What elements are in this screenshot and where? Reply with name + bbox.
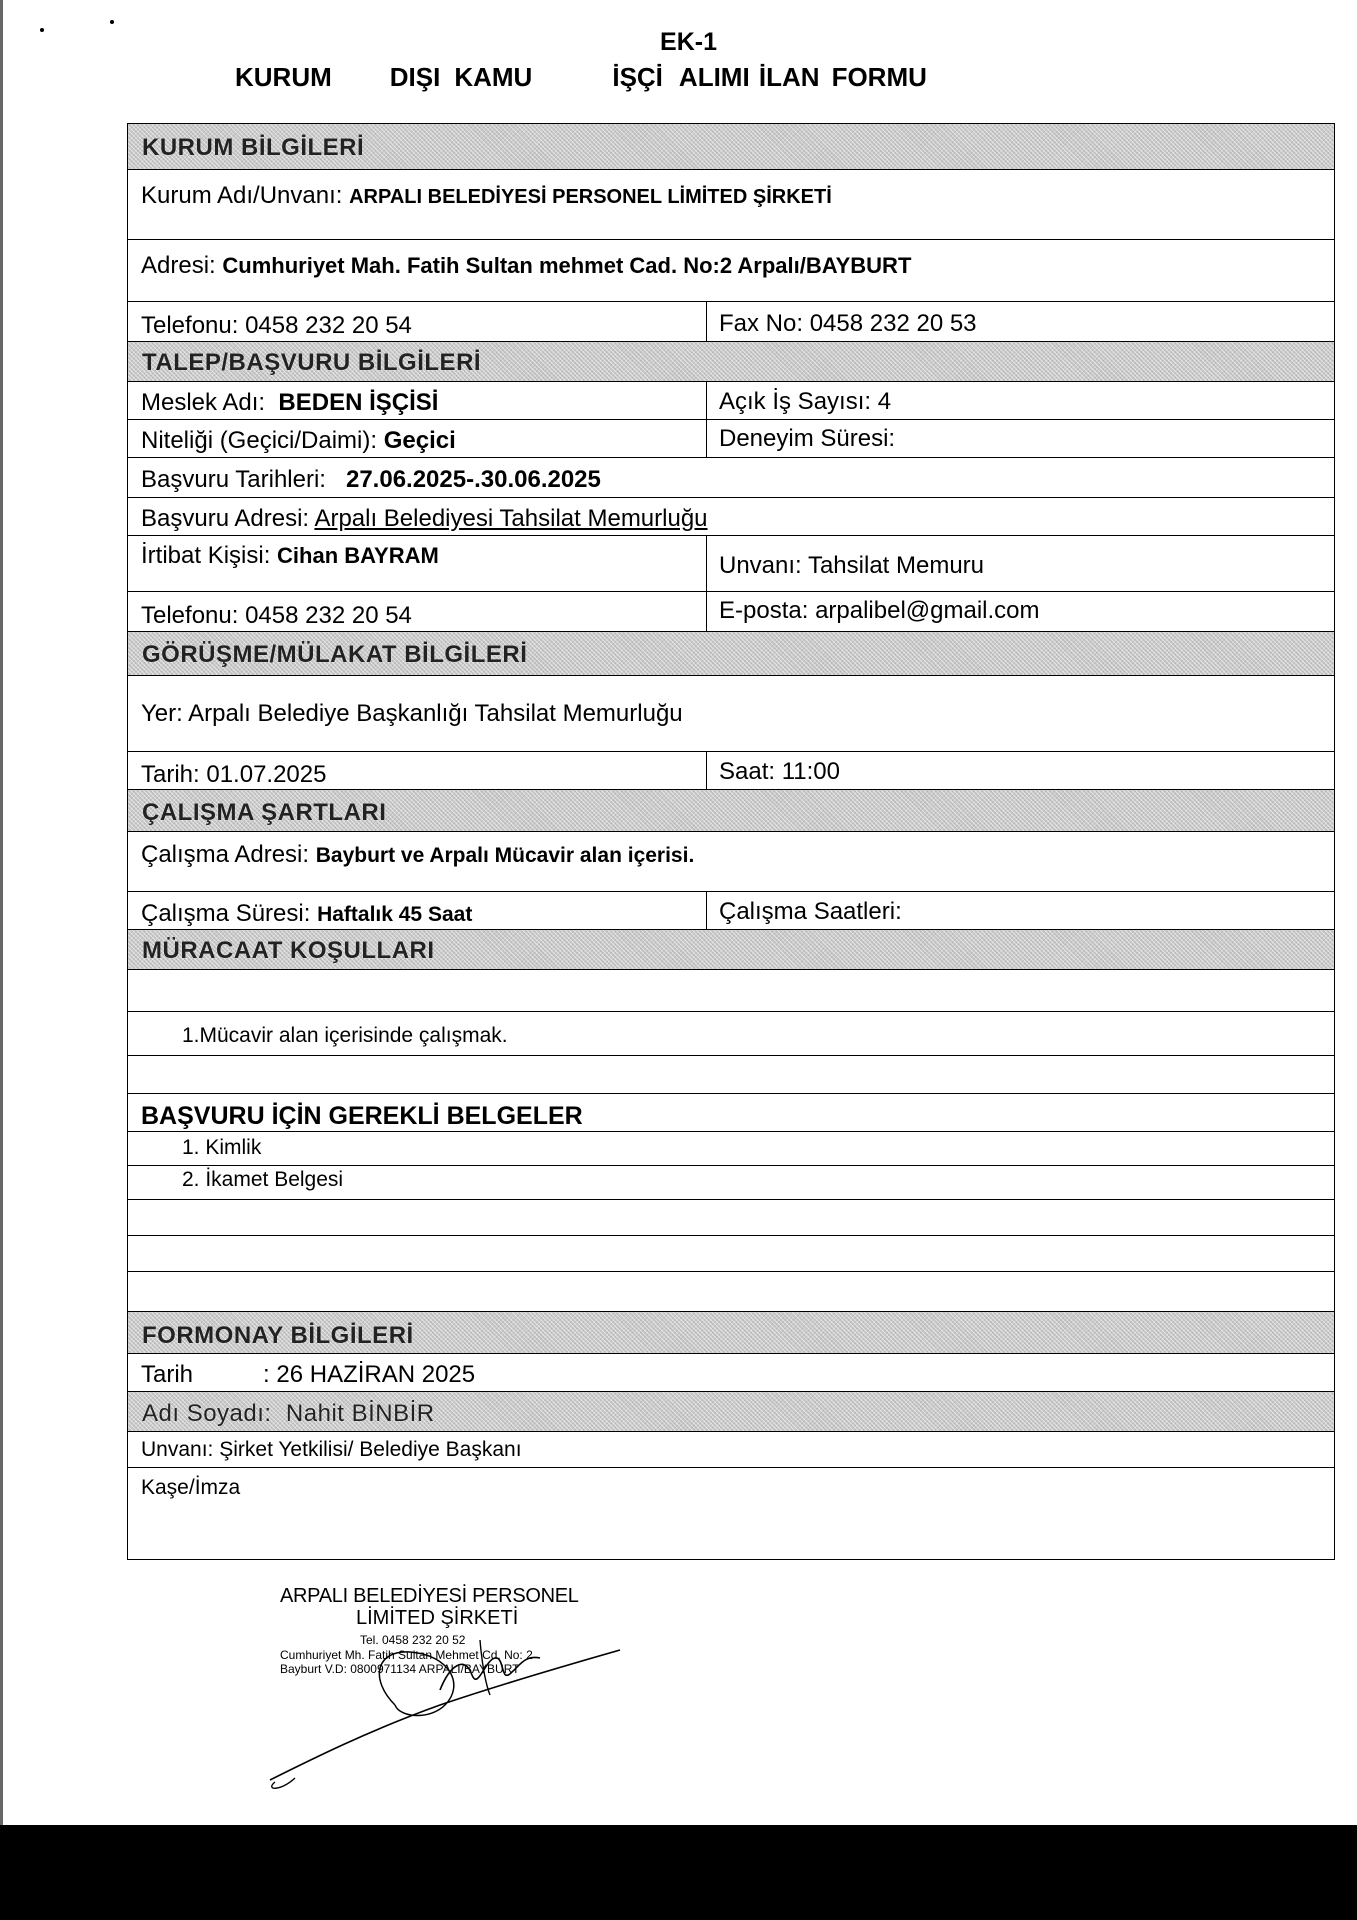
stamp-line: LİMİTED ŞİRKETİ bbox=[356, 1607, 519, 1629]
field-value: Bayburt ve Arpalı Mücavir alan içerisi. bbox=[315, 844, 695, 867]
kurum-name-row bbox=[128, 170, 1334, 240]
field-label: Başvuru Adresi: bbox=[141, 505, 310, 532]
gorusme-yer-row bbox=[128, 676, 1334, 752]
section-title: MÜRACAAT KOŞULLARI bbox=[142, 937, 435, 964]
field-label: Meslek Adı: bbox=[141, 389, 266, 416]
scan-speck bbox=[110, 20, 114, 24]
field-label: Niteliği (Geçici/Daimi): bbox=[141, 427, 378, 454]
field-value: Haftalık 45 Saat bbox=[317, 903, 473, 926]
field-label: Adresi: bbox=[141, 252, 216, 279]
stamp-line: Cumhuriyet Mh. Fatih Sultan Mehmet Cd. No: 2 bbox=[280, 1648, 533, 1662]
field-value: Arpalı Belediyesi Tahsilat Memurluğu bbox=[314, 505, 708, 532]
field-label: Tarih bbox=[141, 1361, 194, 1388]
title-word: DIŞI bbox=[389, 62, 441, 92]
scan-edge bbox=[0, 0, 3, 1825]
title-word: İŞÇİ bbox=[612, 62, 663, 92]
basvuru-adres-row bbox=[128, 498, 1334, 536]
section-title: GÖRÜŞME/MÜLAKAT BİLGİLERİ bbox=[142, 641, 528, 668]
title-word: KURUM bbox=[235, 62, 332, 92]
field-label: Unvanı: bbox=[719, 552, 802, 579]
field-label: Başvuru Tarihleri: bbox=[141, 466, 326, 493]
title-word: FORMU bbox=[831, 62, 927, 92]
field-label: Adı Soyadı: bbox=[142, 1400, 272, 1427]
field-value: Arpalı Belediye Başkanlığı Tahsilat Memurluğu bbox=[188, 700, 683, 727]
section-kurum-header bbox=[128, 124, 1334, 170]
field-label: Yer: bbox=[141, 700, 183, 727]
basvuru-tarih-row bbox=[128, 458, 1334, 498]
field-label: Kaşe/İmza bbox=[141, 1476, 241, 1499]
field-label: Çalışma Süresi: bbox=[141, 900, 311, 927]
field-label: Saat: bbox=[719, 758, 776, 785]
list-item: 1.Mücavir alan içerisinde çalışmak. bbox=[182, 1024, 508, 1047]
field-value: ARPALI BELEDİYESİ PERSONEL LİMİTED ŞİRKETİ bbox=[349, 186, 832, 208]
field-value: arpalibel@gmail.com bbox=[815, 597, 1040, 624]
field-label: Telefonu: bbox=[141, 602, 239, 629]
field-value: Nahit BİNBİR bbox=[285, 1400, 435, 1427]
nitelik-row bbox=[128, 420, 1334, 458]
field-value: 0458 232 20 54 bbox=[245, 602, 412, 629]
section-title: KURUM BİLGİLERİ bbox=[142, 134, 365, 161]
field-value: 0458 232 20 53 bbox=[809, 310, 977, 337]
kurum-phone-row bbox=[128, 302, 1334, 342]
section-title: BAŞVURU İÇİN GEREKLİ BELGELER bbox=[141, 1102, 583, 1130]
field-value: Tahsilat Memuru bbox=[807, 552, 985, 579]
field-label: Çalışma Saatleri: bbox=[719, 898, 902, 925]
blank-line bbox=[128, 1272, 1334, 1312]
belge-item bbox=[128, 1166, 1334, 1200]
field-value: : 26 HAZİRAN 2025 bbox=[263, 1361, 476, 1388]
field-label: Açık İş Sayısı: bbox=[719, 388, 872, 415]
blank-line bbox=[128, 1200, 1334, 1236]
form-code: EK-1 bbox=[660, 28, 717, 56]
onay-tarih-row bbox=[128, 1354, 1334, 1392]
belge-item bbox=[128, 1132, 1334, 1166]
section-calisma-header bbox=[128, 790, 1334, 832]
signature-scribble bbox=[250, 1610, 650, 1810]
list-item: 1. Kimlik bbox=[182, 1136, 262, 1159]
irtibat-row bbox=[128, 536, 1334, 592]
field-value: BEDEN İŞÇİSİ bbox=[278, 389, 439, 416]
kurum-address-row bbox=[128, 240, 1334, 302]
meslek-row bbox=[128, 382, 1334, 420]
field-value: 4 bbox=[877, 388, 892, 415]
field-label: Çalışma Adresi: bbox=[141, 841, 310, 868]
calisma-adres-row bbox=[128, 832, 1334, 892]
field-label: Unvanı: bbox=[141, 1438, 214, 1461]
field-label: Fax No: bbox=[719, 310, 804, 337]
section-muracaat-header bbox=[128, 930, 1334, 970]
stamp-line: Bayburt V.D: 0800971134 ARPALI/BAYBURT bbox=[280, 1662, 520, 1676]
scan-bottom-border bbox=[0, 1825, 1357, 1920]
field-label: E-posta: bbox=[719, 597, 809, 624]
field-label: Telefonu: bbox=[141, 312, 239, 339]
field-value: 27.06.2025-.30.06.2025 bbox=[345, 466, 601, 493]
field-value: Cumhuriyet Mah. Fatih Sultan mehmet Cad. No:2 Arpalı/BAYBURT bbox=[222, 253, 912, 278]
onay-kase-row bbox=[128, 1468, 1334, 1561]
section-title: FORMONAY BİLGİLERİ bbox=[142, 1322, 414, 1349]
onay-ad-row bbox=[128, 1392, 1334, 1432]
gorusme-tarih-row bbox=[128, 752, 1334, 790]
field-label: Deneyim Süresi: bbox=[719, 425, 896, 452]
onay-unvan-row bbox=[128, 1432, 1334, 1468]
title-word: KAMU bbox=[454, 62, 533, 92]
job-posting-form bbox=[127, 123, 1335, 1560]
field-value: Cihan BAYRAM bbox=[277, 543, 439, 568]
title-word: ALIMI İLAN bbox=[678, 62, 820, 92]
section-title: TALEP/BAŞVURU BİLGİLERİ bbox=[142, 349, 482, 376]
talep-telefon-row bbox=[128, 592, 1334, 632]
list-item: 2. İkamet Belgesi bbox=[182, 1168, 344, 1191]
blank-line bbox=[128, 970, 1334, 1012]
field-label: İrtibat Kişisi: bbox=[141, 542, 271, 569]
calisma-sure-row bbox=[128, 892, 1334, 930]
belgeler-heading-row bbox=[128, 1094, 1334, 1132]
form-title bbox=[235, 62, 927, 93]
field-label: Kurum Adı/Unvanı: bbox=[141, 182, 343, 209]
field-value: 11:00 bbox=[781, 758, 840, 785]
field-value: 01.07.2025 bbox=[206, 761, 327, 788]
section-talep-header bbox=[128, 342, 1334, 382]
field-value: Geçici bbox=[383, 427, 456, 454]
stamp-line: ARPALI BELEDİYESİ PERSONEL bbox=[280, 1585, 579, 1607]
field-value: Şirket Yetkilisi/ Belediye Başkanı bbox=[219, 1438, 522, 1461]
section-title: ÇALIŞMA ŞARTLARI bbox=[142, 799, 387, 826]
field-label: Tarih: bbox=[141, 761, 200, 788]
blank-line bbox=[128, 1056, 1334, 1094]
section-gorusme-header bbox=[128, 632, 1334, 676]
blank-line bbox=[128, 1236, 1334, 1272]
muracaat-item bbox=[128, 1012, 1334, 1056]
stamp-line: Tel. 0458 232 20 52 bbox=[360, 1633, 466, 1647]
field-value: 0458 232 20 54 bbox=[245, 312, 412, 339]
section-onay-header bbox=[128, 1312, 1334, 1354]
